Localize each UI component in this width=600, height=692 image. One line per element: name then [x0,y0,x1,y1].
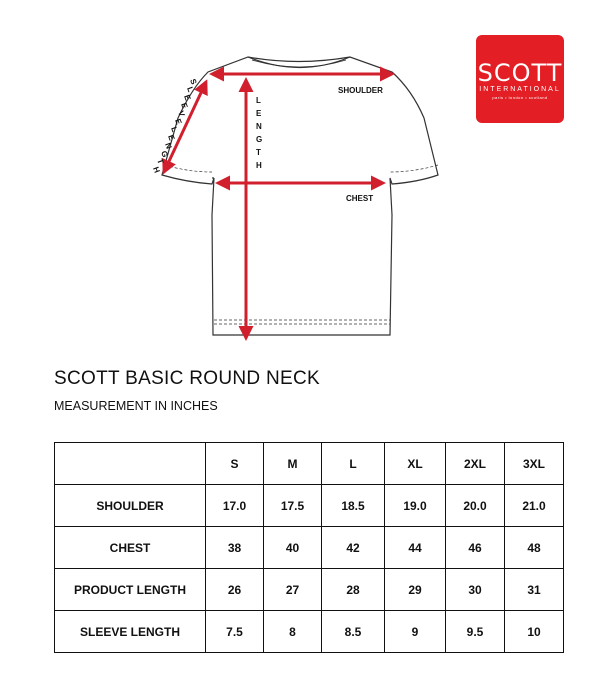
table-cell: 31 [505,569,564,611]
svg-text:V: V [176,109,187,118]
table-header-cell: XL [385,443,446,485]
svg-text:H: H [151,165,162,175]
table-row [55,569,564,611]
svg-text:E: E [166,133,177,142]
table-row [55,611,564,653]
table-cell: 17.5 [264,485,322,527]
table-header-cell: S [206,443,264,485]
table-cell: 38 [206,527,264,569]
table-cell: 42 [322,527,385,569]
logo-tagline: paris • london • scotland [492,95,548,100]
table-cell: 46 [446,527,505,569]
row-label: CHEST [55,527,206,569]
table-cell: 27 [264,569,322,611]
table-cell: 10 [505,611,564,653]
table-cell: 17.0 [206,485,264,527]
tshirt-outline [162,57,438,335]
table-header-row [55,443,564,485]
brand-logo [476,35,564,123]
table-cell: 19.0 [385,485,446,527]
svg-text:L: L [185,85,196,94]
table-cell: 9 [385,611,446,653]
size-chart-table [54,442,564,653]
table-header-cell: 2XL [446,443,505,485]
svg-text:E: E [182,93,193,102]
length-label [256,96,262,170]
table-cell: 26 [206,569,264,611]
table-cell: 40 [264,527,322,569]
row-label: PRODUCT LENGTH [55,569,206,611]
table-cell: 48 [505,527,564,569]
svg-text:S: S [188,77,199,86]
logo-name: SCOTT [477,59,563,87]
table-row [55,527,564,569]
svg-text:H: H [256,161,262,170]
svg-text:L: L [169,125,180,134]
table-cell: 8 [264,611,322,653]
svg-text:E: E [173,117,184,126]
svg-text:E: E [256,109,262,118]
table-cell: 28 [322,569,385,611]
chest-label: CHEST [346,194,374,203]
table-cell: 9.5 [446,611,505,653]
svg-text:L: L [256,96,261,105]
logo-subtitle: INTERNATIONAL [479,86,561,93]
table-cell: 8.5 [322,611,385,653]
svg-text:N: N [256,122,262,131]
measurement-arrows [164,74,392,338]
table-cell: 18.5 [322,485,385,527]
table-header-cell: 3XL [505,443,564,485]
svg-text:T: T [256,148,261,157]
row-label: SLEEVE LENGTH [55,611,206,653]
table-header-cell [55,443,206,485]
svg-text:T: T [155,157,166,166]
shoulder-label: SHOULDER [338,86,383,95]
table-cell: 30 [446,569,505,611]
table-header-cell: L [322,443,385,485]
table-cell: 20.0 [446,485,505,527]
table-row [55,485,564,527]
svg-text:E: E [179,101,190,110]
table-cell: 7.5 [206,611,264,653]
product-title: SCOTT BASIC ROUND NECK [54,368,320,389]
table-header-cell: M [264,443,322,485]
svg-text:G: G [256,135,263,144]
svg-text:G: G [159,149,170,159]
row-label: SHOULDER [55,485,206,527]
table-cell: 21.0 [505,485,564,527]
measurement-unit-note: MEASUREMENT IN INCHES [54,399,218,413]
table-cell: 29 [385,569,446,611]
svg-text:N: N [163,141,174,151]
table-cell: 44 [385,527,446,569]
